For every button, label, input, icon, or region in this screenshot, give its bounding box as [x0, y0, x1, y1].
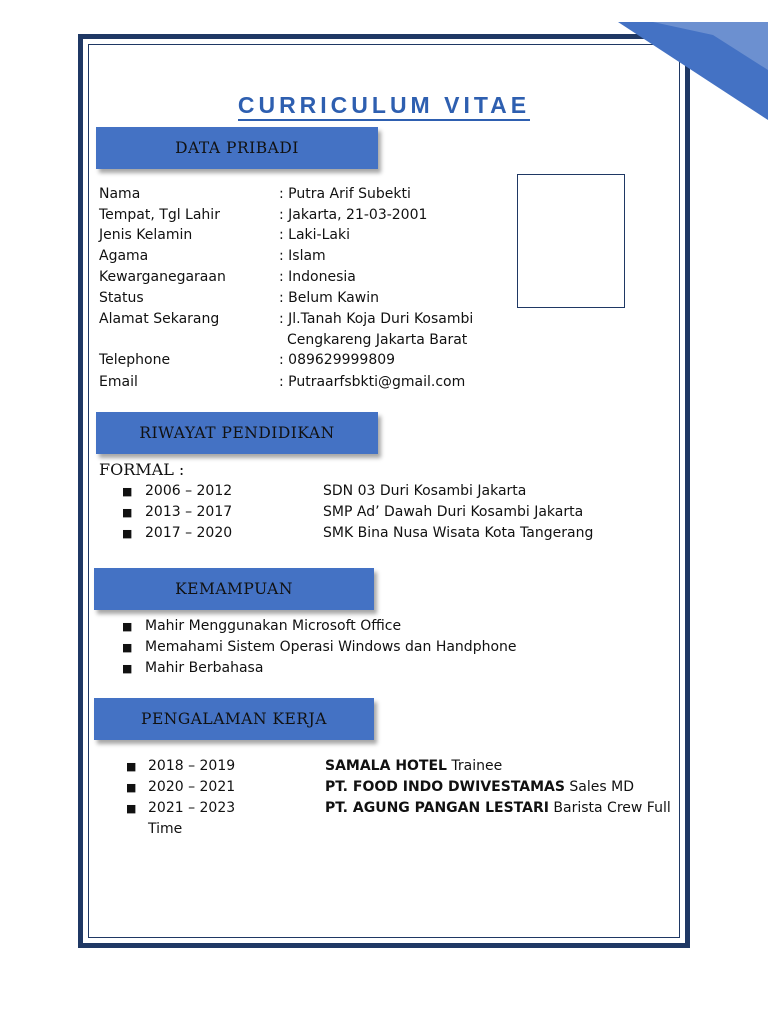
- formal-label: FORMAL :: [99, 460, 185, 479]
- education-years: 2006 – 2012: [145, 483, 233, 499]
- experience-company: PT. FOOD INDO DWIVESTAMAS: [325, 779, 565, 795]
- value-address-line2: Cengkareng Jakarta Barat: [287, 332, 468, 348]
- bullet-icon: ■: [122, 662, 133, 675]
- bullet-icon: ■: [126, 760, 137, 773]
- experience-role: Sales MD: [564, 779, 634, 795]
- education-school: SMK Bina Nusa Wisata Kota Tangerang: [323, 525, 594, 541]
- value-address: : Jl.Tanah Koja Duri Kosambi: [279, 311, 474, 327]
- label-gender: Jenis Kelamin: [99, 227, 193, 243]
- bullet-icon: ■: [126, 802, 137, 815]
- label-citizenship: Kewarganegaraan: [99, 269, 226, 285]
- experience-entry: [325, 756, 502, 776]
- experience-entry: [325, 777, 634, 797]
- education-school: SMP Ad’ Dawah Duri Kosambi Jakarta: [323, 504, 584, 520]
- education-school: SDN 03 Duri Kosambi Jakarta: [323, 483, 527, 499]
- bullet-icon: ■: [122, 641, 133, 654]
- value-citizenship: : Indonesia: [279, 269, 356, 285]
- label-birth: Tempat, Tgl Lahir: [99, 207, 220, 223]
- value-email: : Putraarfsbkti@gmail.com: [279, 374, 466, 390]
- photo-placeholder: [517, 174, 625, 308]
- experience-role: Barista Crew Full: [548, 800, 671, 816]
- bullet-icon: ■: [122, 506, 133, 519]
- value-religion: : Islam: [279, 248, 326, 264]
- bullet-icon: ■: [122, 620, 133, 633]
- label-status: Status: [99, 290, 144, 306]
- bullet-icon: ■: [122, 485, 133, 498]
- value-gender: : Laki-Laki: [279, 227, 350, 243]
- experience-company: PT. AGUNG PANGAN LESTARI: [325, 800, 549, 816]
- bullet-icon: ■: [126, 781, 137, 794]
- value-name: : Putra Arif Subekti: [279, 186, 411, 202]
- section-header-personal: DATA PRIBADI: [96, 127, 378, 169]
- skill-item: Mahir Berbahasa: [145, 660, 264, 676]
- education-years: 2017 – 2020: [145, 525, 233, 541]
- experience-years: 2020 – 2021: [148, 779, 236, 795]
- experience-company: SAMALA HOTEL: [325, 758, 447, 774]
- experience-entry: [325, 798, 671, 818]
- label-religion: Agama: [99, 248, 149, 264]
- skill-item: Mahir Menggunakan Microsoft Office: [145, 618, 402, 634]
- experience-role: Trainee: [446, 758, 503, 774]
- label-name: Nama: [99, 186, 141, 202]
- bullet-icon: ■: [122, 527, 133, 540]
- label-email: Email: [99, 374, 138, 390]
- label-phone: Telephone: [99, 352, 171, 368]
- experience-years: 2018 – 2019: [148, 758, 236, 774]
- value-phone: : 089629999809: [279, 352, 396, 368]
- section-header-experience: PENGALAMAN KERJA: [94, 698, 374, 740]
- education-years: 2013 – 2017: [145, 504, 233, 520]
- document-title: CURRICULUM VITAE: [0, 92, 768, 119]
- value-status: : Belum Kawin: [279, 290, 379, 306]
- label-address: Alamat Sekarang: [99, 311, 220, 327]
- section-header-skills: KEMAMPUAN: [94, 568, 374, 610]
- value-birth: : Jakarta, 21-03-2001: [279, 207, 428, 223]
- experience-years: 2021 – 2023: [148, 800, 236, 816]
- experience-wrap-text: Time: [148, 821, 183, 837]
- section-header-education: RIWAYAT PENDIDIKAN: [96, 412, 378, 454]
- skill-item: Memahami Sistem Operasi Windows dan Handphone: [145, 639, 517, 655]
